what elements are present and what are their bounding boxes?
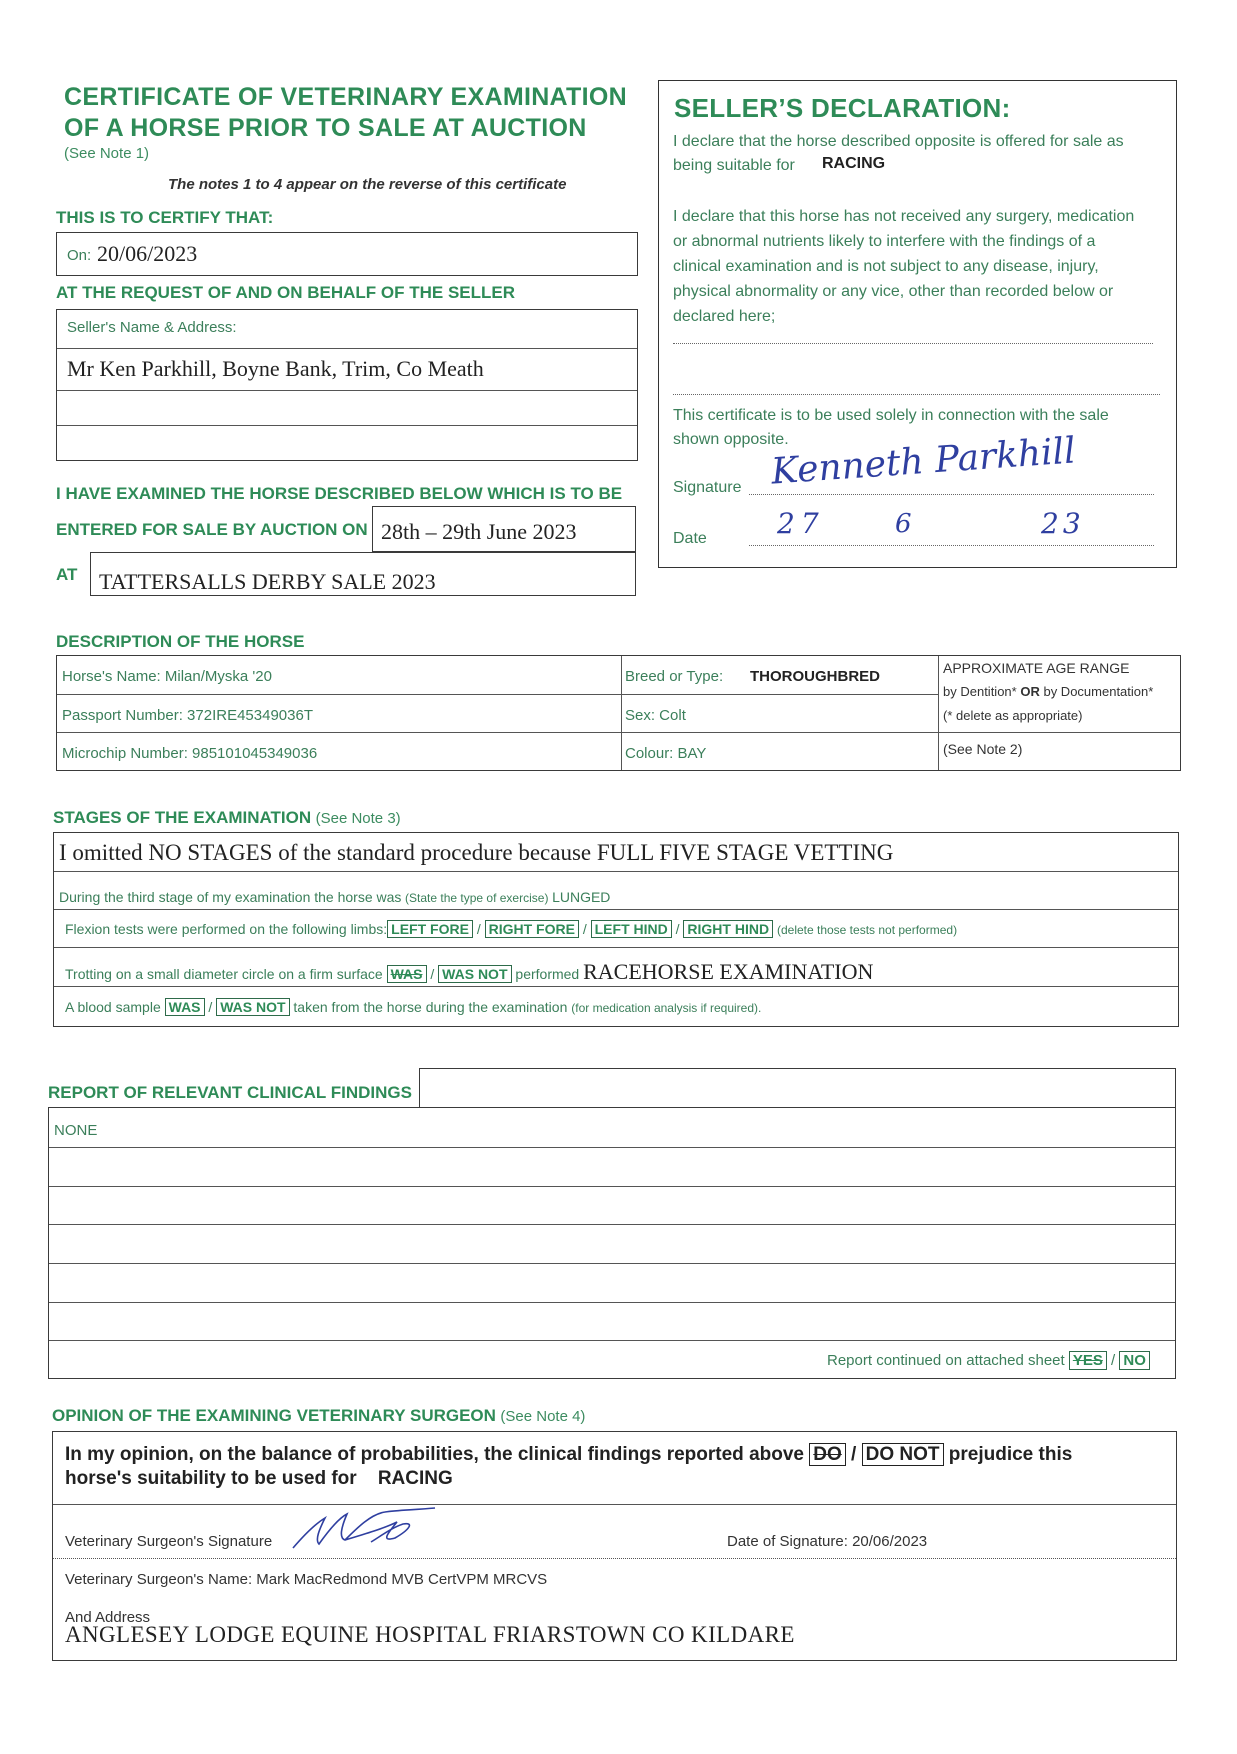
report-findings-box[interactable] xyxy=(48,1107,1176,1379)
date-day: 27 xyxy=(777,507,825,540)
continued-no[interactable]: NO xyxy=(1119,1351,1150,1370)
vet-signature xyxy=(285,1504,465,1556)
seller-signature: Kenneth Parkhill xyxy=(769,430,1077,493)
opinion-statement-line2: horse's suitability to be used for RACING xyxy=(65,1468,453,1489)
address-value: ANGLESEY LODGE EQUINE HOSPITAL FRIARSTOWN CO KILDARE xyxy=(65,1622,795,1647)
omitted-stages: I omitted NO STAGES of the standard procedure because FULL FIVE STAGE VETTING xyxy=(59,840,894,865)
certify-heading: THIS IS TO CERTIFY THAT: xyxy=(56,208,274,227)
declaration-1b: being suitable for xyxy=(673,157,795,174)
blood-was[interactable]: WAS xyxy=(165,998,205,1016)
on-date-field[interactable] xyxy=(56,232,638,276)
seller-address-box[interactable] xyxy=(56,309,638,461)
flexion-row: Flexion tests were performed on the following limbs: LEFT FORE / RIGHT FORE / LEFT HIND / RIGHT HIND (delete those tests not performed) xyxy=(65,921,958,937)
at-label: AT xyxy=(56,565,78,584)
horse-description-table xyxy=(56,655,1181,771)
opinion-do-not[interactable]: DO NOT xyxy=(862,1443,944,1466)
flex-right-hind[interactable]: RIGHT HIND xyxy=(683,920,773,938)
horse-name: Horse's Name: Milan/Myska '20 xyxy=(62,668,272,685)
finding-value: NONE xyxy=(54,1122,98,1139)
see-note-1: (See Note 1) xyxy=(64,145,150,162)
request-heading: AT THE REQUEST OF AND ON BEHALF OF THE SELLER xyxy=(56,283,515,302)
continued-yes[interactable]: YES xyxy=(1069,1351,1107,1370)
report-heading: REPORT OF RELEVANT CLINICAL FINDINGS xyxy=(48,1083,412,1102)
age-range-title: APPROXIMATE AGE RANGE xyxy=(943,660,1130,676)
colour: Colour: BAY xyxy=(625,745,707,762)
on-date-value: 20/06/2023 xyxy=(97,241,198,266)
declaration-2-line2: or abnormal nutrients likely to interfere with the findings of a xyxy=(673,233,1096,250)
use-note-2: shown opposite. xyxy=(673,431,789,448)
blood-was-not[interactable]: WAS NOT xyxy=(216,998,289,1016)
examined-line1: I HAVE EXAMINED THE HORSE DESCRIBED BELOW WHICH IS TO BE xyxy=(56,484,623,503)
breed-value: THOROUGHBRED xyxy=(750,668,880,685)
see-note-2: (See Note 2) xyxy=(943,741,1023,757)
date-month: 6 xyxy=(895,509,912,539)
opinion-heading: OPINION OF THE EXAMINING VETERINARY SURGEON (See Note 4) xyxy=(52,1406,586,1425)
seller-declaration-box xyxy=(658,80,1177,568)
sale-dates-field[interactable] xyxy=(372,506,636,552)
address-label: And Address xyxy=(65,1609,151,1626)
breed-label: Breed or Type: xyxy=(625,668,724,685)
report-header-field[interactable] xyxy=(419,1068,1176,1108)
seller-value: Mr Ken Parkhill, Boyne Bank, Trim, Co Meath xyxy=(67,356,484,381)
certificate-title-line2: OF A HORSE PRIOR TO SALE AT AUCTION xyxy=(64,114,587,142)
sale-venue-field[interactable] xyxy=(90,552,636,596)
seller-declaration-title: SELLER’S DECLARATION: xyxy=(674,93,1011,123)
opinion-do[interactable]: DO xyxy=(809,1443,846,1466)
report-continued: Report continued on attached sheet YES / NO xyxy=(827,1352,1150,1369)
use-note-1: This certificate is to be used solely in connection with the sale xyxy=(673,407,1109,424)
age-range-line2: by Dentition* OR by Documentation* xyxy=(943,684,1154,699)
flex-left-hind[interactable]: LEFT HIND xyxy=(591,920,672,938)
date-line[interactable] xyxy=(749,545,1154,546)
age-range-delete-note: (* delete as appropriate) xyxy=(943,708,1083,723)
flex-left-fore[interactable]: LEFT FORE xyxy=(387,920,473,938)
declared-line-1[interactable] xyxy=(673,343,1153,344)
vet-name: Veterinary Surgeon's Name: Mark MacRedmond MVB CertVPM MRCVS xyxy=(65,1571,548,1588)
sex: Sex: Colt xyxy=(625,707,686,724)
declaration-2-line1: I declare that this horse has not received any surgery, medication xyxy=(673,208,1135,225)
vet-signature-label: Veterinary Surgeon's Signature xyxy=(65,1533,273,1550)
declaration-1a: I declare that the horse described opposite is offered for sale as xyxy=(673,133,1124,150)
examined-line2: ENTERED FOR SALE BY AUCTION ON xyxy=(56,520,368,539)
declaration-2-line3: clinical examination and is not subject to any disease, injury, xyxy=(673,258,1099,275)
microchip-number: Microchip Number: 985101045349036 xyxy=(62,745,318,762)
declared-line-2[interactable] xyxy=(673,394,1160,395)
date-of-signature: Date of Signature: 20/06/2023 xyxy=(727,1533,928,1550)
stages-heading: STAGES OF THE EXAMINATION (See Note 3) xyxy=(53,808,401,827)
opinion-box xyxy=(52,1431,1177,1661)
third-stage: During the third stage of my examination the horse was (State the type of exercise) LUNGED xyxy=(59,889,611,905)
notes-line: The notes 1 to 4 appear on the reverse of this certificate xyxy=(168,176,567,193)
sale-venue-value: TATTERSALLS DERBY SALE 2023 xyxy=(99,569,436,594)
declaration-purpose: RACING xyxy=(822,155,886,172)
declaration-2-line4: physical abnormality or any vice, other than recorded below or xyxy=(673,283,1114,300)
signature-line[interactable] xyxy=(749,494,1154,495)
trotting-row: Trotting on a small diameter circle on a firm surface WAS / WAS NOT performed RACEHORSE EXAMINATION xyxy=(65,959,874,984)
signature-label: Signature xyxy=(673,479,742,496)
sale-dates-value: 28th – 29th June 2023 xyxy=(381,519,577,544)
flex-right-fore[interactable]: RIGHT FORE xyxy=(485,920,579,938)
trot-value: RACEHORSE EXAMINATION xyxy=(583,959,874,984)
passport-number: Passport Number: 372IRE45349036T xyxy=(62,707,313,724)
horse-description-heading: DESCRIPTION OF THE HORSE xyxy=(56,632,305,651)
trot-was[interactable]: WAS xyxy=(387,965,427,983)
declaration-2-line5: declared here; xyxy=(673,308,776,325)
trot-was-not[interactable]: WAS NOT xyxy=(438,965,511,983)
blood-sample-row: A blood sample WAS / WAS NOT taken from the horse during the examination (for medication analysis if required). xyxy=(65,999,762,1015)
date-label: Date xyxy=(673,530,707,547)
stages-table xyxy=(53,832,1179,1027)
date-year: 23 xyxy=(1041,507,1085,540)
on-label: On: xyxy=(67,247,92,264)
seller-label: Seller's Name & Address: xyxy=(67,319,237,336)
certificate-title-line1: CERTIFICATE OF VETERINARY EXAMINATION xyxy=(64,83,627,111)
opinion-statement-line1: In my opinion, on the balance of probabilities, the clinical findings reported above DO / DO NOT prejudice this xyxy=(65,1444,1073,1465)
